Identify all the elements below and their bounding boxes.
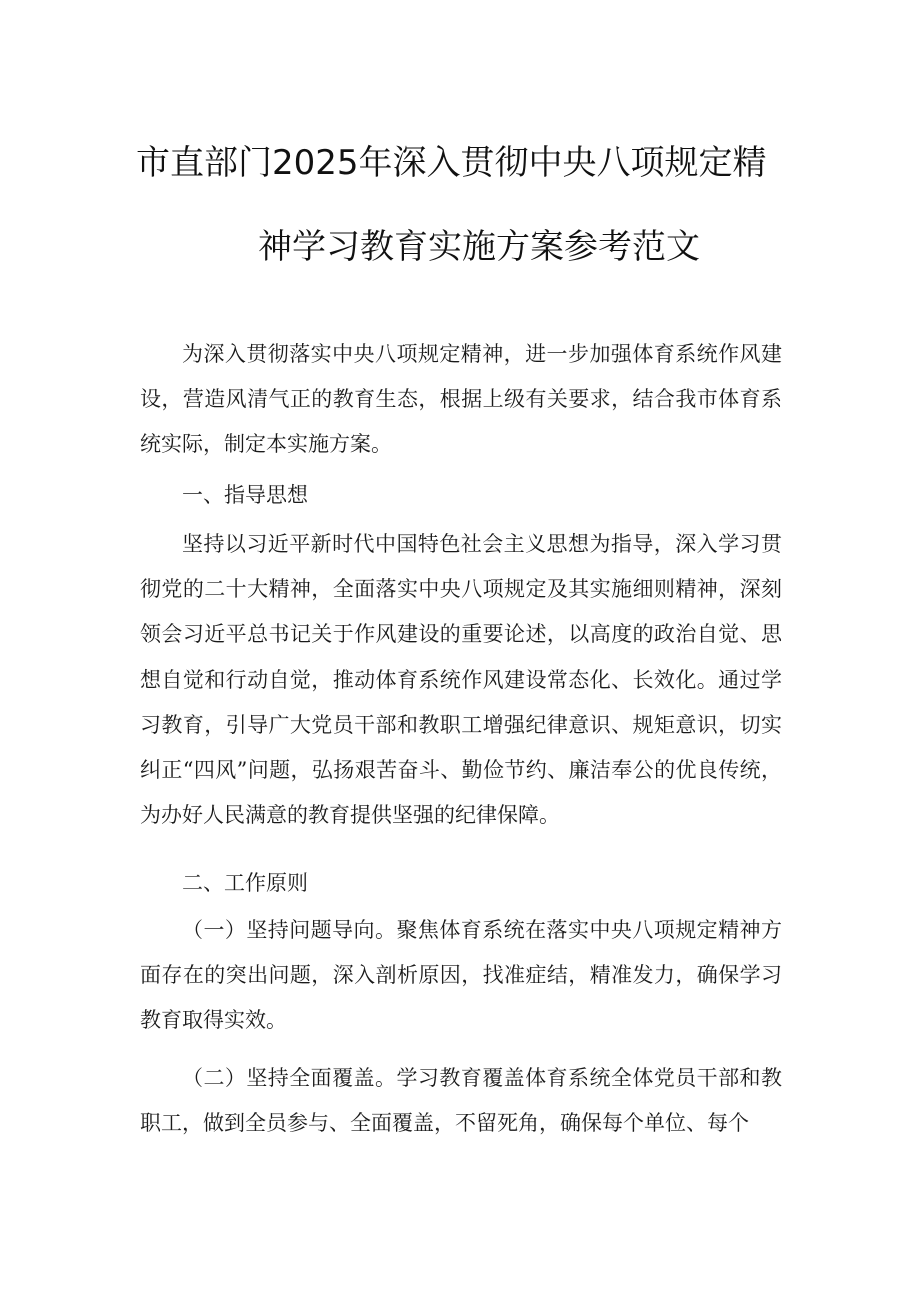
document-title-line1: 市直部门2025年深入贯彻中央八项规定精 (136, 143, 767, 183)
intro-paragraph: 为深入贯彻落实中央八项规定精神，进一步加强体育系统作风建设，营造风清气正的教育生态，根据上级有关要求，结合我市体育系统实际，制定本实施方案。 (140, 342, 782, 457)
section1-paragraph: 坚持以习近平新时代中国特色社会主义思想为指导，深入学习贯彻党的二十大精神，全面落实中央八项规定及其实施细则精神，深刻领会习近平总书记关于作风建设的重要论述，以高度的政治自觉、思想自觉和行动自觉，推动体育系统作风建设常态化、长效化。通过学习教育，引导广大党员干部和教职工增强纪律意识、规矩意识，切实纠正“四风”问题，弘扬艰苦奋斗、勤俭节约、廉洁奉公的优良传统，为办好人民满意的教育提供坚强的纪律保障。 (140, 532, 782, 828)
document-title-line2: 神学习教育实施方案参考范文 (258, 227, 700, 267)
principle2-paragraph: （二）坚持全面覆盖。学习教育覆盖体育系统全体党员干部和教职工，做到全员参与、全面覆盖，不留死角，确保每个单位、每个 (140, 1066, 782, 1136)
section2-heading: 二、工作原则 (182, 871, 308, 895)
principle1-paragraph: （一）坚持问题导向。聚焦体育系统在落实中央八项规定精神方面存在的突出问题，深入剖析原因，找准症结，精准发力，确保学习教育取得实效。 (140, 918, 782, 1033)
section1-heading: 一、指导思想 (182, 483, 308, 507)
